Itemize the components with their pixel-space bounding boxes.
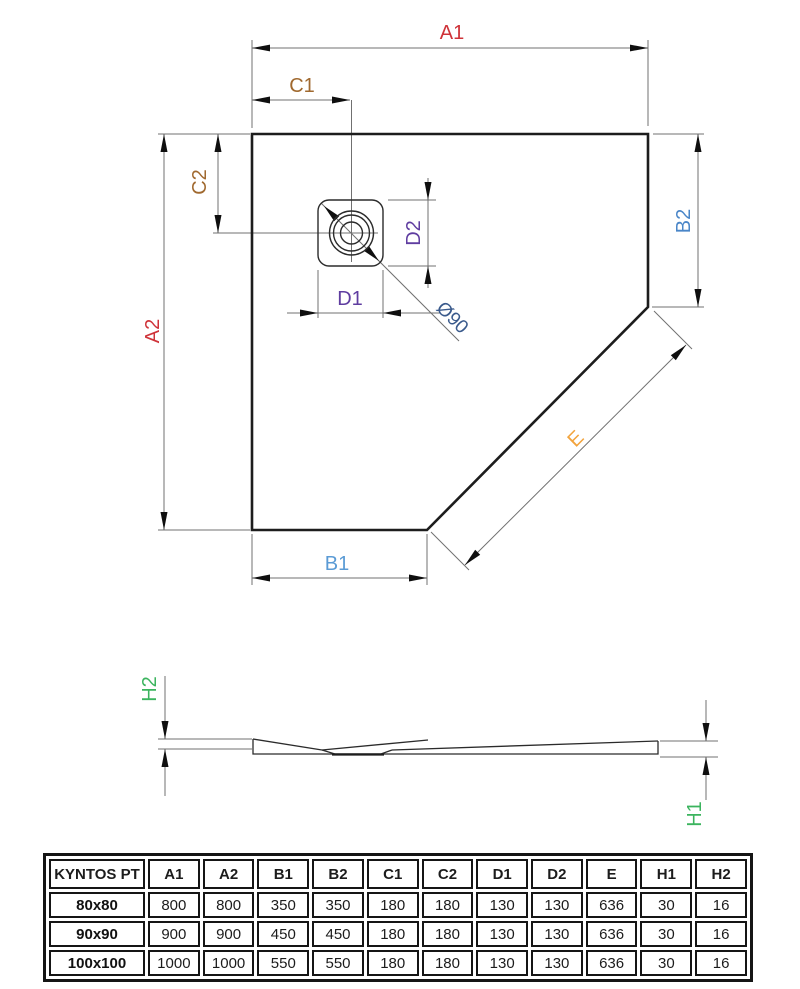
table-row-80x80: 80x80 800 800 350 350 180 180 130 130 636 30 16 xyxy=(49,892,747,918)
top-view xyxy=(142,22,704,585)
row-size: 100x100 xyxy=(49,950,145,976)
dim-label-h2: H2 xyxy=(139,676,161,702)
side-dimension-lines xyxy=(165,676,706,800)
col-header-c1: C1 xyxy=(367,859,419,889)
dim-label-h1: H1 xyxy=(684,801,706,827)
dim-label-d2: D2 xyxy=(403,220,425,246)
row-size: 80x80 xyxy=(49,892,145,918)
dim-label-diameter: Ø90 xyxy=(431,297,473,339)
dim-label-c2: C2 xyxy=(189,169,211,195)
dimensions-table xyxy=(43,853,753,982)
col-header-a2: A2 xyxy=(203,859,255,889)
col-header-h1: H1 xyxy=(640,859,692,889)
dim-label-a1: A1 xyxy=(439,22,465,44)
dim-label-e: E xyxy=(563,426,589,452)
side-view xyxy=(139,676,718,827)
dim-label-b1: B1 xyxy=(324,553,350,575)
col-header-a1: A1 xyxy=(148,859,200,889)
col-header-c2: C2 xyxy=(422,859,474,889)
col-header-d2: D2 xyxy=(531,859,583,889)
dim-label-d1: D1 xyxy=(337,288,363,310)
table-header-row xyxy=(49,859,747,889)
table-product-name: KYNTOS PT xyxy=(49,859,145,889)
row-size: 90x90 xyxy=(49,921,145,947)
col-header-b1: B1 xyxy=(257,859,309,889)
dim-label-a2: A2 xyxy=(142,318,164,344)
col-header-e: E xyxy=(586,859,638,889)
col-header-h2: H2 xyxy=(695,859,747,889)
dimension-lines xyxy=(164,48,698,578)
table-row-90x90: 90x90 900 900 450 450 180 180 130 130 636 30 16 xyxy=(49,921,747,947)
dim-label-b2: B2 xyxy=(673,208,695,234)
table-row-100x100: 100x100 1000 1000 550 550 180 180 130 130 636 30 16 xyxy=(49,950,747,976)
col-header-b2: B2 xyxy=(312,859,364,889)
dim-label-c1: C1 xyxy=(289,75,315,97)
tray-profile xyxy=(253,739,658,755)
col-header-d1: D1 xyxy=(476,859,528,889)
